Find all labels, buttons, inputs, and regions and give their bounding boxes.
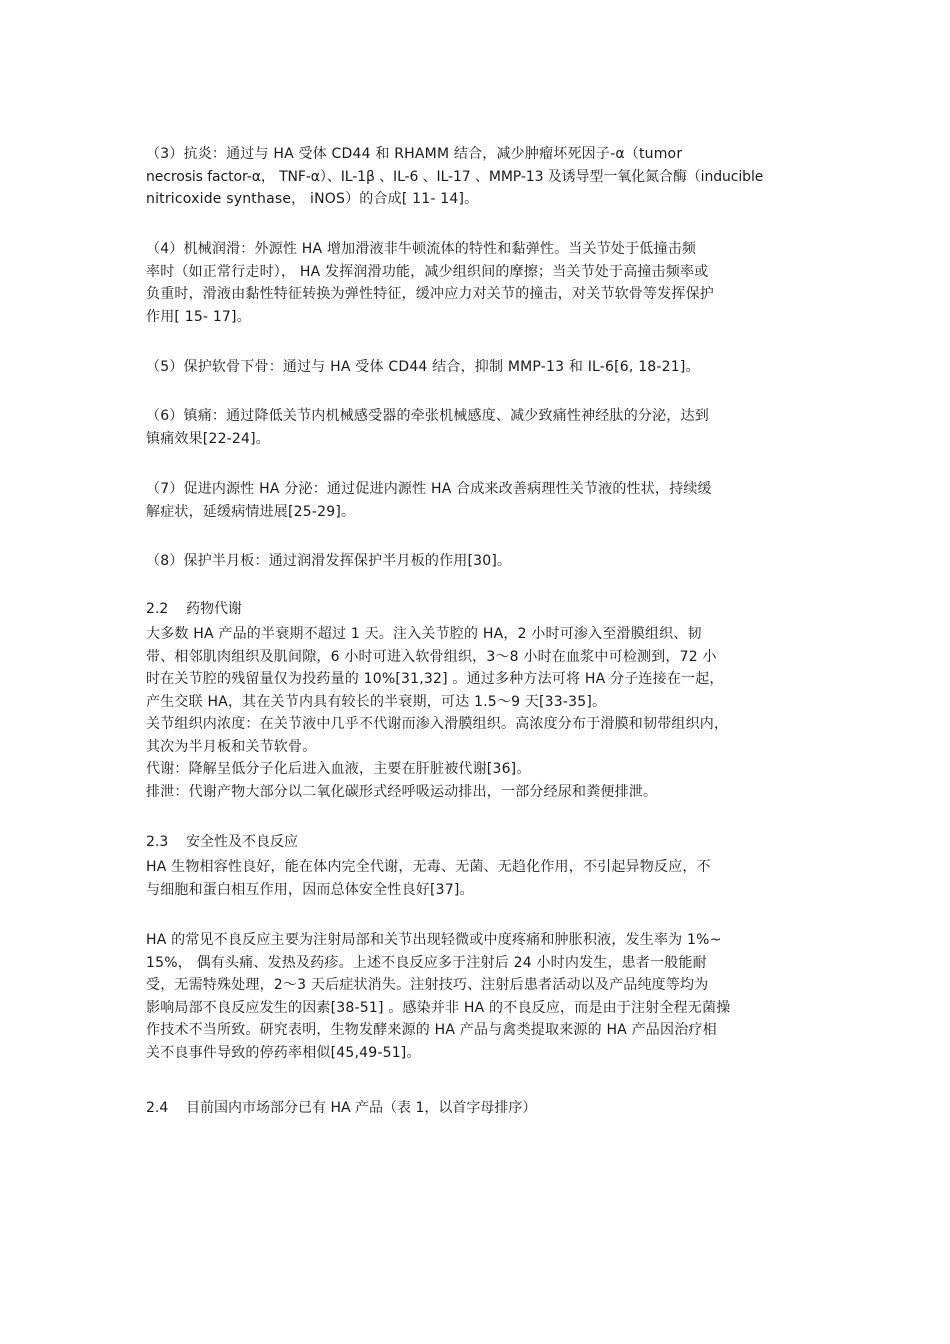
text-line: 大多数 HA 产品的半衰期不超过 1 天。注入关节腔的 HA，2 小时可渗入至滑膜组织、韧	[146, 626, 702, 642]
text-line: 影响局部不良反应发生的因素[38-51] 。感染并非 HA 的不良反应，而是由于注射全程无菌操	[146, 999, 731, 1016]
paragraph-meniscus	[146, 550, 810, 573]
text-line: 作用[ 15- 17]。	[146, 308, 251, 325]
text-line: 其次为半月板和关节软骨。	[146, 738, 317, 755]
paragraph-endogenous-ha	[146, 478, 810, 523]
section-number: 2.4	[146, 1100, 169, 1116]
text-line: 与细胞和蛋白相互作用，因而总体安全性良好[37]。	[146, 881, 474, 898]
text-line: 受，无需特殊处理，2～3 天后症状消失。注射技巧、注射后患者活动以及产品纯度等均为	[146, 977, 709, 993]
text-line: 关不良事件导致的停药率相似[45,49-51]。	[146, 1044, 421, 1061]
text-line: （3）抗炎：通过与 HA 受体 CD44 和 RHAMM 结合，减少肿瘤坏死因子-α（tumor	[146, 146, 683, 162]
section-body-2-3-part2	[146, 929, 810, 1064]
text-line: 关节组织内浓度：在关节液中几乎不代谢而渗入滑膜组织。高浓度分布于滑膜和韧带组织内，	[146, 716, 729, 732]
text-line: （7）促进内源性 HA 分泌：通过促进内源性 HA 合成来改善病理性关节液的性状，持续缓	[146, 481, 712, 497]
section-body-2-2	[146, 623, 810, 803]
text-line: 时在关节腔的残留量仅为投药量的 10%[31,32] 。通过多种方法可将 HA 分子连接在一起，	[146, 671, 724, 687]
text-line: 15%， 偶有头痛、发热及药疹。上述不良反应多于注射后 24 小时内发生，患者一般能耐	[146, 954, 707, 971]
text-line: 产生交联 HA，其在关节内具有较长的半衰期，可达 1.5～9 天[33-35]。	[146, 693, 607, 710]
section-heading-2-4	[146, 1098, 536, 1118]
paragraph-analgesia	[146, 405, 810, 450]
section-number: 2.3	[146, 834, 169, 850]
text-line: （8）保护半月板：通过润滑发挥保护半月板的作用[30]。	[146, 553, 512, 569]
text-line: （4）机械润滑：外源性 HA 增加滑液非牛顿流体的特性和黏弹性。当关节处于低撞击频	[146, 241, 697, 257]
text-line: nitricoxide synthase， iNOS）的合成[ 11- 14]。	[146, 191, 479, 207]
section-title: 目前国内市场部分已有 HA 产品（表 1，以首字母排序）	[186, 1100, 537, 1116]
text-line: （6）镇痛：通过降低关节内机械感受器的牵张机械感度、减少致痛性神经肽的分泌，达到	[146, 408, 709, 424]
text-line: 代谢：降解呈低分子化后进入血液，主要在肝脏被代谢[36]。	[146, 761, 531, 777]
text-line: （5）保护软骨下骨：通过与 HA 受体 CD44 结合，抑制 MMP-13 和 IL-6[6, 18-21]。	[146, 359, 700, 375]
text-line: 作技术不当所致。研究表明，生物发酵来源的 HA 产品与禽类提取来源的 HA 产品因治疗相	[146, 1022, 717, 1038]
text-line: 带、相邻肌肉组织及肌间隙，6 小时可进入软骨组织，3～8 小时在血浆中可检测到，72 小	[146, 648, 717, 665]
text-line: necrosis factor-α， TNF-α）、IL-1β 、IL-6 、IL-17 、MMP-13 及诱导型一氧化氮合酶（inducible	[146, 168, 764, 185]
text-line: 解症状，延缓病情进展[25-29]。	[146, 503, 356, 520]
paragraph-anti-inflammation	[146, 143, 810, 211]
paragraph-subchondral-bone	[146, 356, 810, 379]
section-heading-2-2	[146, 599, 242, 619]
text-line: HA 的常见不良反应主要为注射局部和关节出现轻微或中度疼痛和肿胀积液，发生率为 1%~	[146, 932, 722, 948]
section-body-2-3-part1	[146, 856, 810, 901]
section-number: 2.2	[146, 601, 169, 617]
section-title: 药物代谢	[186, 601, 242, 617]
section-heading-2-3	[146, 832, 298, 852]
text-line: 负重时，滑液由黏性特征转换为弹性特征，缓冲应力对关节的撞击，对关节软骨等发挥保护	[146, 286, 714, 302]
text-line: 率时（如正常行走时）， HA 发挥润滑功能，减少组织间的摩擦；当关节处于高撞击频率或	[146, 263, 709, 280]
text-line: HA 生物相容性良好，能在体内完全代谢，无毒、无菌、无趋化作用，不引起异物反应，不	[146, 859, 711, 875]
text-line: 镇痛效果[22-24]。	[146, 430, 271, 447]
paragraph-lubrication	[146, 238, 810, 328]
text-line: 排泄：代谢产物大部分以二氧化碳形式经呼吸运动排出，一部分经尿和粪便排泄。	[146, 783, 658, 800]
section-title: 安全性及不良反应	[186, 834, 298, 850]
